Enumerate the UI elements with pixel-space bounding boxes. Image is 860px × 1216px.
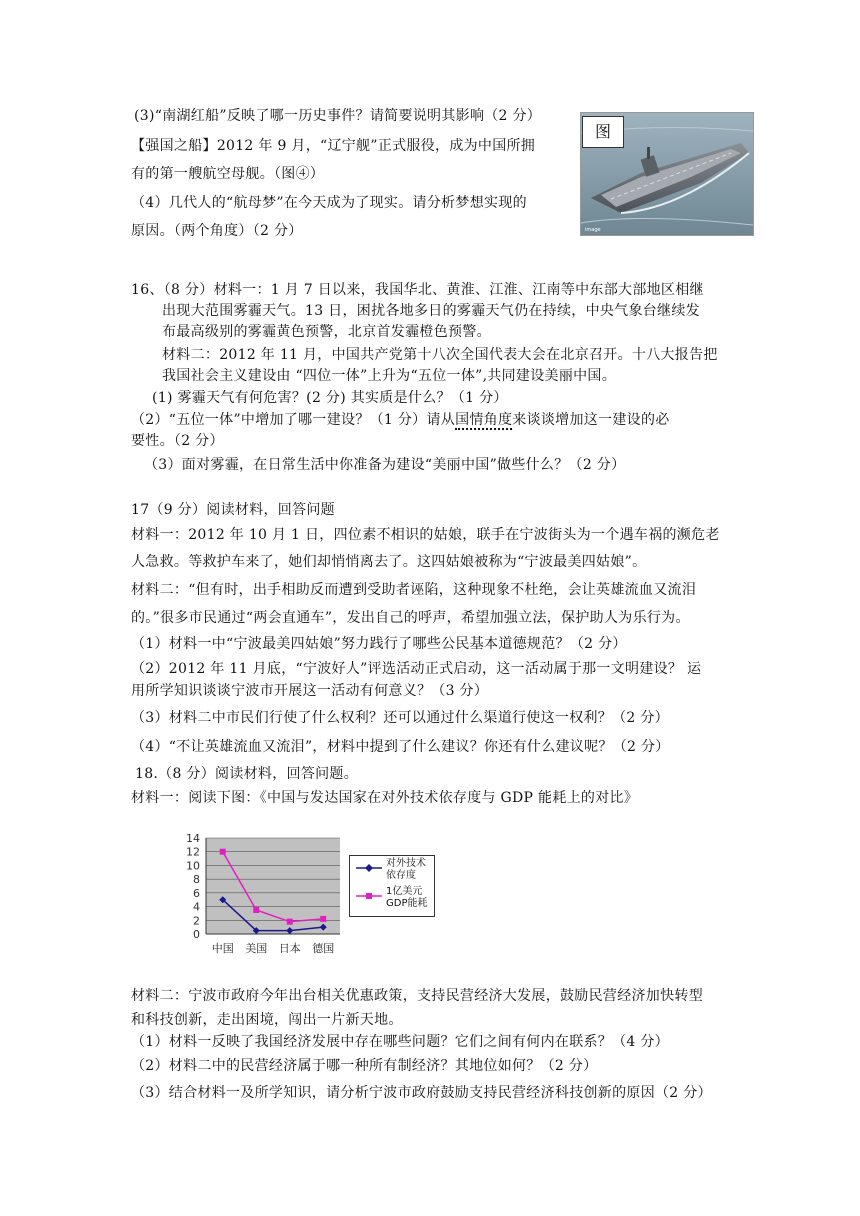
q15-ship-line2: 有的第一艘航空母舰。（图④） bbox=[131, 166, 325, 182]
q18-m2-b: 和科技创新，走出困境，闯出一片新天地。 bbox=[131, 1012, 403, 1028]
q18-head: 18.（8 分）阅读材料，回答问题。 bbox=[135, 766, 359, 782]
q15-ship-line1 bbox=[131, 136, 535, 156]
q16-line2: 出现大范围雾霾天气。13 日，困扰各地多日的雾霾天气仍在持续，中央气象台继续发 bbox=[162, 303, 700, 319]
q17-q4: （4）“不让英雄流血又流泪”，材料中提到了什么建议？你还有什么建议呢？（2 分） bbox=[131, 739, 670, 755]
ship-text1: 2012 年 9 月，“辽宁舰”正式服役，成为中国所拥 bbox=[216, 138, 536, 154]
data-point bbox=[287, 919, 293, 925]
q17-head: 17（9 分）阅读材料，回答问题 bbox=[131, 502, 335, 518]
legend-item-energy bbox=[350, 886, 434, 914]
q17-q1: （1）材料一中“宁波最美四姑娘”努力践行了哪些公民基本道德规范？（2 分） bbox=[131, 636, 627, 652]
q16-q2-a: （2）“五位一体”中增加了哪一建设？（1 分）请从 bbox=[131, 412, 456, 428]
q16-q2-b: 来谈谈增加这一建设的必 bbox=[512, 412, 670, 428]
x-tick-label: 美国 bbox=[245, 942, 268, 955]
ship-title: 【强国之船】 bbox=[131, 138, 217, 154]
q18-m1: 材料一：阅读下图：《中国与发达国家在对外技术依存度与 GDP 能耗上的对比》 bbox=[131, 790, 639, 806]
q18-m2-a: 材料二：宁波市政府今年出台相关优惠政策，支持民营经济大发展，鼓励民营经济加快转型 bbox=[131, 988, 703, 1004]
data-point bbox=[253, 907, 259, 913]
q16-q2-emphasis: 国情角度 bbox=[455, 412, 513, 428]
q17-m2-a: 材料二：“但有时，出手相助反而遭到受助者诬陷，这种现象不杜绝，会让英雄流血又流泪 bbox=[131, 582, 697, 598]
x-tick-label: 德国 bbox=[312, 942, 335, 955]
q18-q1: （1）材料一反映了我国经济发展中存在哪些问题？它们之间有何内在联系？（4 分） bbox=[131, 1034, 669, 1050]
q17-q2-b: 用所学知识谈谈宁波市开展这一活动有何意义？（3 分） bbox=[131, 683, 489, 699]
q15-q4-line2: 原因。（两个角度）（2 分） bbox=[131, 223, 303, 239]
q18-q3: （3）结合材料一及所学知识，请分析宁波市政府鼓励支持民营经济科技创新的原因（2 分） bbox=[131, 1085, 712, 1101]
q17-m1-b: 人急救。等救护车来了，她们却悄悄离去了。这四姑娘被称为“宁波最美四姑娘”。 bbox=[131, 554, 647, 570]
legend-label-tech: 对外技术依存度 bbox=[386, 858, 426, 881]
q15-q4-line1: （4）几代人的“航母梦”在今天成为了现实。请分析梦想实现的 bbox=[131, 195, 527, 211]
q16-line1: 16、（8 分）材料一：1 月 7 日以来，我国华北、黄淮、江淮、江南等中东部大部地区相继 bbox=[131, 282, 704, 298]
x-tick-label: 日本 bbox=[278, 942, 301, 955]
q16-q1: (1) 雾霾天气有何危害？(2 分) 其实质是什么？（1 分） bbox=[152, 390, 508, 406]
data-point bbox=[220, 849, 226, 855]
y-tick-label: 0 bbox=[193, 928, 200, 941]
x-tick-label: 中国 bbox=[211, 942, 234, 955]
y-tick-label: 4 bbox=[193, 900, 200, 914]
y-tick-label: 8 bbox=[193, 873, 200, 887]
q15-q3: (3)“南湖红船”反映了哪一历史事件？请简要说明其影响（2 分） bbox=[134, 108, 542, 124]
q17-m1-a: 材料一：2012 年 10 月 1 日，四位素不相识的姑娘，联手在宁波街头为一个遇车祸的濒危老 bbox=[131, 527, 720, 543]
q16-q2-c: 要性。（2 分） bbox=[131, 433, 224, 449]
y-tick-label: 2 bbox=[193, 914, 200, 928]
figure-label: 图 bbox=[582, 116, 624, 148]
q17-q3: （3）材料二中市民们行使了什么权利？还可以通过什么渠道行使这一权利？（2 分） bbox=[131, 710, 669, 726]
legend-label-energy: 1亿美元GDP能耗 bbox=[386, 886, 428, 909]
q17-q2-a: （2）2012 年 11 月底，“宁波好人”评选活动正式启动，这一活动属于那一文明建设？ 运 bbox=[131, 661, 702, 677]
y-tick-label: 14 bbox=[186, 832, 200, 845]
data-point bbox=[320, 916, 326, 922]
q16-q3: （3）面对雾霾，在日常生活中你准备为建设“美丽中国”做些什么？（2 分） bbox=[144, 457, 626, 473]
chart-legend bbox=[349, 855, 435, 917]
q16-line4: 材料二：2012 年 11 月，中国共产党第十八次全国代表大会在北京召开。十八大报告把 bbox=[162, 347, 718, 363]
y-tick-label: 6 bbox=[193, 886, 200, 900]
legend-item-tech bbox=[350, 858, 434, 886]
q18-q2: （2）材料二中的民营经济属于哪一种所有制经济？其地位如何？（2 分） bbox=[131, 1058, 598, 1074]
y-tick-label: 12 bbox=[186, 845, 200, 859]
q16-q2 bbox=[131, 410, 670, 430]
q16-line5: 我国社会主义建设由 “四位一体”上升为“五位一体”,共同建设美丽中国。 bbox=[162, 368, 617, 384]
q16-line3: 布最高级别的雾霾黄色预警，北京首发霾橙色预警。 bbox=[162, 324, 491, 340]
y-tick-label: 10 bbox=[186, 859, 200, 873]
q17-m2-b: 的。”很多市民通过“两会直通车”，发出自己的呼声，希望加强立法，保护助人为乐行为。 bbox=[131, 610, 690, 626]
svg-text:image: image bbox=[585, 227, 601, 233]
